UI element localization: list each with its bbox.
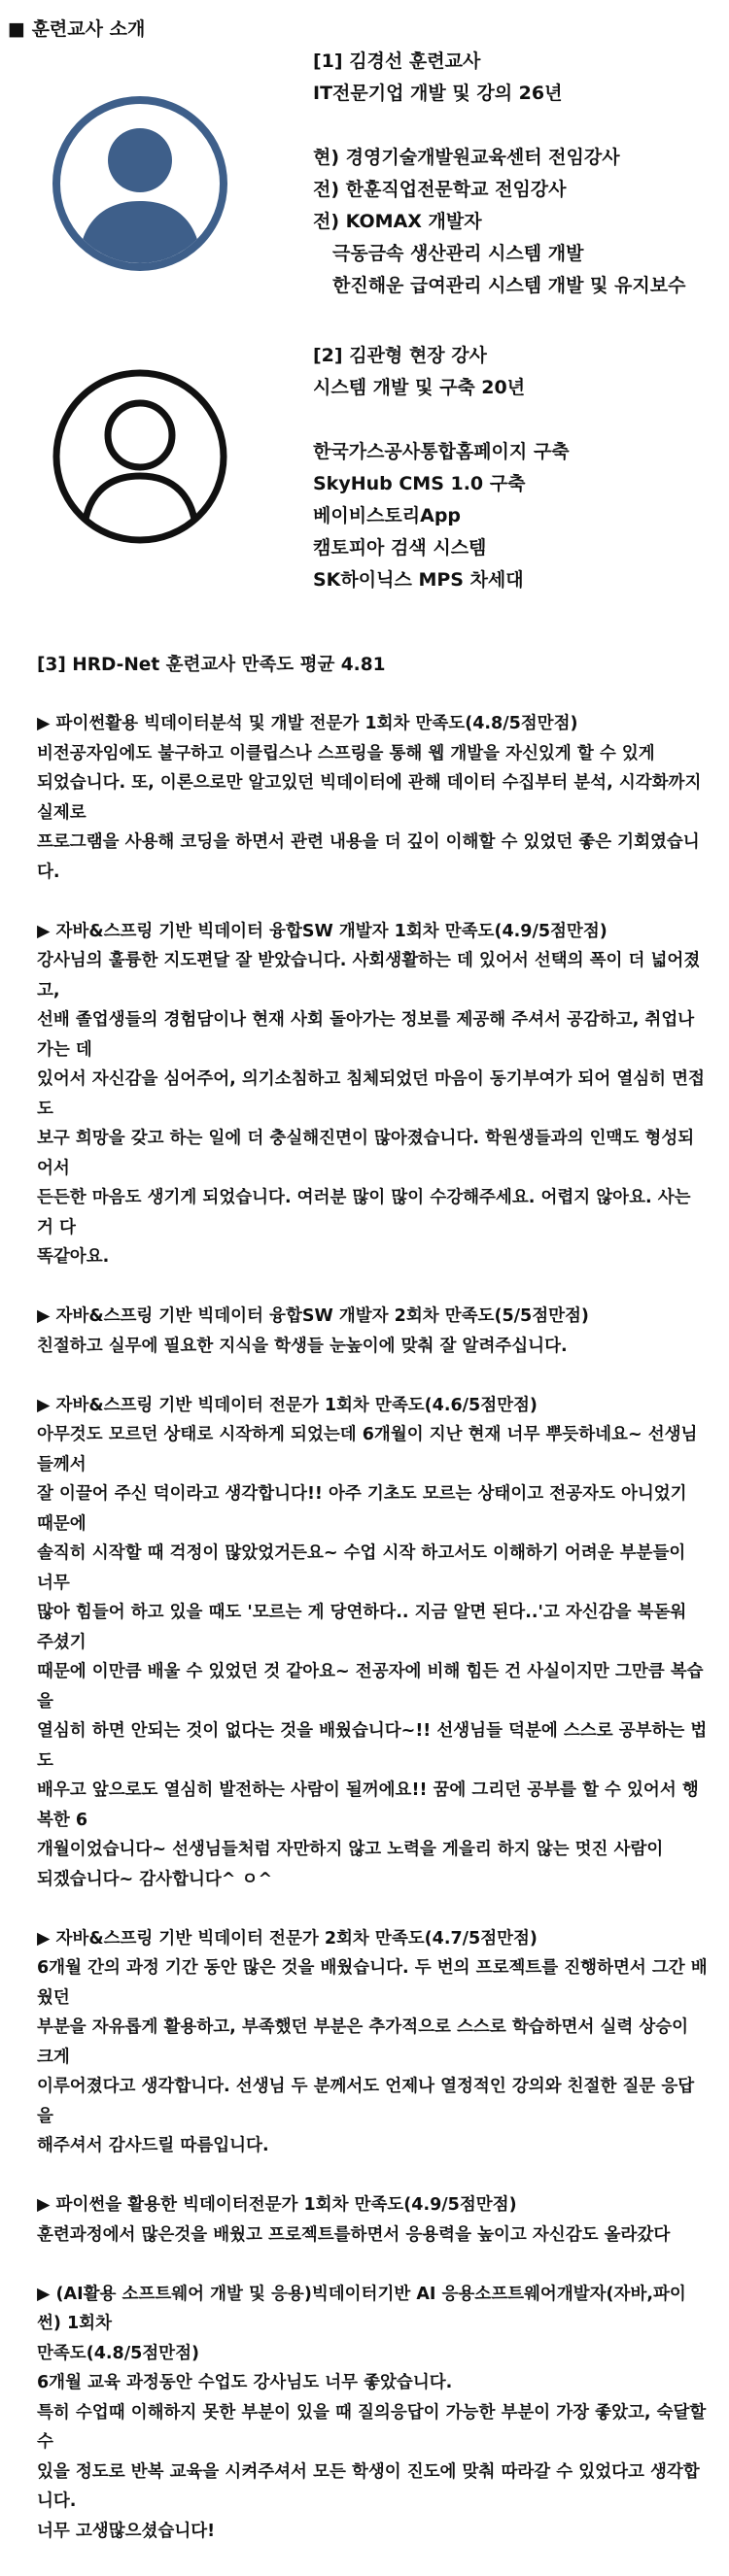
review-item <box>37 917 708 1272</box>
teacher-2-project-item: SkyHub CMS 1.0 구축 <box>313 473 526 494</box>
review-heading: ▶ 파이썬활용 빅데이터분석 및 개발 전문가 1회차 만족도(4.8/5점만점) <box>37 714 578 733</box>
review-body: 친절하고 실무에 필요한 지식을 학생들 눈높이에 맞춰 잘 알려주십니다. <box>37 1336 568 1356</box>
teacher-1-career-item: 전) 한훈직업전문학교 전임강사 <box>313 179 567 200</box>
review-item <box>37 1391 708 1895</box>
teacher-1-subtitle: IT전문기업 개발 및 강의 26년 <box>313 83 563 104</box>
review-item <box>37 1302 708 1361</box>
review-item <box>37 1924 708 2161</box>
satisfaction-summary: [3] HRD-Net 훈련교사 만족도 평균 4.81 <box>37 655 386 675</box>
review-body: 아무것도 모르던 상태로 시작하게 되었는데 6개월이 지난 현재 너무 뿌듯하네요~ 선생님들께서 잘 이끌어 주신 덕이라고 생각합니다!! 아주 기초도 모르는 상태이고 전공자도 아니었기 때문에 솔직히 시작할 때 걱정이 많았었거든요~ 수업 시작 하고서도 이해하기 어려운 부분들이 너무 많아 힘들어 하고 있을 때도 '모르는 게 당연하다.. 지금 알면 된다..'고 자신감을 북돋워 주셨기 때문에 이만큼 배울 수 있었던 것 같아요~ 전공자에 비해 힘든 건 사실이지만 그만큼 복습을 열심히 하면 안되는 것이 없다는 것을 배웠습니다~!! 선생님들 덕분에 스스로 공부하는 법도 배우고 앞으로도 열심히 발전하는 사람이 될꺼에요!! 꿈에 그리던 공부를 할 수 있어서 행복한 6 개월이었습니다~ 선생님들처럼 자만하지 않고 노력을 게을리 하지 않는 멋진 사람이 되겠습니다~ 감사합니다^ ㅇ^ <box>37 1425 708 1889</box>
review-heading: ▶ 자바&스프링 기반 빅데이터 전문가 1회차 만족도(4.6/5점만점) <box>37 1395 538 1415</box>
user-profile-filled-icon <box>51 94 229 273</box>
section-title: ■ 훈련교사 소개 <box>8 18 146 40</box>
review-body: 6개월 간의 과정 기간 동안 많은 것을 배웠습니다. 두 번의 프로젝트를 진행하면서 그간 배웠던 부분을 자유롭게 활용하고, 부족했던 부분은 추가적으로 스스로 학습하면서 실력 상승이 크게 이루어졌다고 생각합니다. 선생님 두 분께서도 언제나 열정적인 강의와 친절한 질문 응답을 해주셔서 감사드릴 따름입니다. <box>37 1958 708 2155</box>
review-heading: ▶ 자바&스프링 기반 빅데이터 융합SW 개발자 1회차 만족도(4.9/5점만점) <box>37 921 608 941</box>
teacher-2-project-item: SK하이닉스 MPS 차세대 <box>313 569 524 591</box>
teacher-2-project-item: 베이비스토리App <box>313 505 462 526</box>
review-body: 훈련과정에서 많은것을 배웠고 프로젝트를하면서 응용력을 높이고 자신감도 올라갔다 <box>37 2224 671 2245</box>
review-body: 비전공자임에도 불구하고 이클립스나 스프링을 통해 웹 개발을 자신있게 할 수 있게 되었습니다. 또, 이론으로만 알고있던 빅데이터에 관해 데이터 수집부터 분석, 시각화까지 실제로 프로그램을 사용해 코딩을 하면서 관련 내용을 더 깊이 이해할 수 있었던 좋은 기회였습니다. <box>37 743 702 882</box>
teacher-2-project-item: 한국가스공사통합홈페이지 구축 <box>313 441 570 462</box>
user-profile-outline-icon <box>51 367 229 546</box>
teacher-1-heading: [1] 김경선 훈련교사 <box>313 51 481 72</box>
review-heading: ▶ 자바&스프링 기반 빅데이터 융합SW 개발자 2회차 만족도(5/5점만점) <box>37 1306 589 1326</box>
review-heading: ▶ 자바&스프링 기반 빅데이터 전문가 2회차 만족도(4.7/5점만점) <box>37 1928 538 1949</box>
review-heading: ▶ 파이썬을 활용한 빅데이터전문가 1회차 만족도(4.9/5점만점) <box>37 2195 517 2215</box>
review-heading: ▶ (AI활용 소프트웨어 개발 및 응용)빅데이터기반 AI 응용소프트웨어개발자(자바,파이썬) 1회차 만족도(4.8/5점만점) <box>37 2284 686 2363</box>
teacher-1-project-item: 한진해운 급여관리 시스템 개발 및 유지보수 <box>332 275 686 296</box>
review-body: 6개월 교육 과정동안 수업도 강사님도 너무 좋았습니다. 특히 수업때 이해하지 못한 부분이 있을 때 질의응답이 가능한 부분이 가장 좋았고, 숙달할 수 있을 정도로 반복 교육을 시켜주셔서 모든 학생이 진도에 맞춰 따라갈 수 있었다고 생각합니다. 너무 고생많으셨습니다! <box>37 2373 707 2541</box>
review-body: 강사님의 훌륭한 지도편달 잘 받았습니다. 사회생활하는 데 있어서 선택의 폭이 더 넓어졌고, 선배 졸업생들의 경험담이나 현재 사회 돌아가는 정보를 제공해 주셔서 공감하고, 취업나가는 데 있어서 자신감을 심어주어, 의기소침하고 침체되었던 마음이 동기부여가 되어 열심히 면접도 보구 희망을 갖고 하는 일에 더 충실해진면이 많아졌습니다. 학원생들과의 인맥도 형성되어서 든든한 마음도 생기게 되었습니다. 여러분 많이 많이 수강해주세요. 어렵지 않아요. 사는 거 다 똑같아요. <box>37 951 705 1267</box>
teacher-2-project-item: 캠토피아 검색 시스템 <box>313 537 487 559</box>
review-item <box>37 2190 708 2250</box>
review-item <box>37 709 708 887</box>
teacher-2-subtitle: 시스템 개발 및 구축 20년 <box>313 377 526 398</box>
teacher-2-heading: [2] 김관형 현장 강사 <box>313 345 487 366</box>
teacher-2-profile <box>313 340 721 596</box>
teacher-1-project-item: 극동금속 생산관리 시스템 개발 <box>332 243 584 264</box>
satisfaction-section <box>37 651 708 2576</box>
teacher-1-career-item: 전) KOMAX 개발자 <box>313 211 482 232</box>
review-item <box>37 2280 708 2547</box>
teacher-1-career-item: 현) 경영기술개발원교육센터 전임강사 <box>313 147 620 168</box>
teacher-1-profile <box>313 46 721 302</box>
